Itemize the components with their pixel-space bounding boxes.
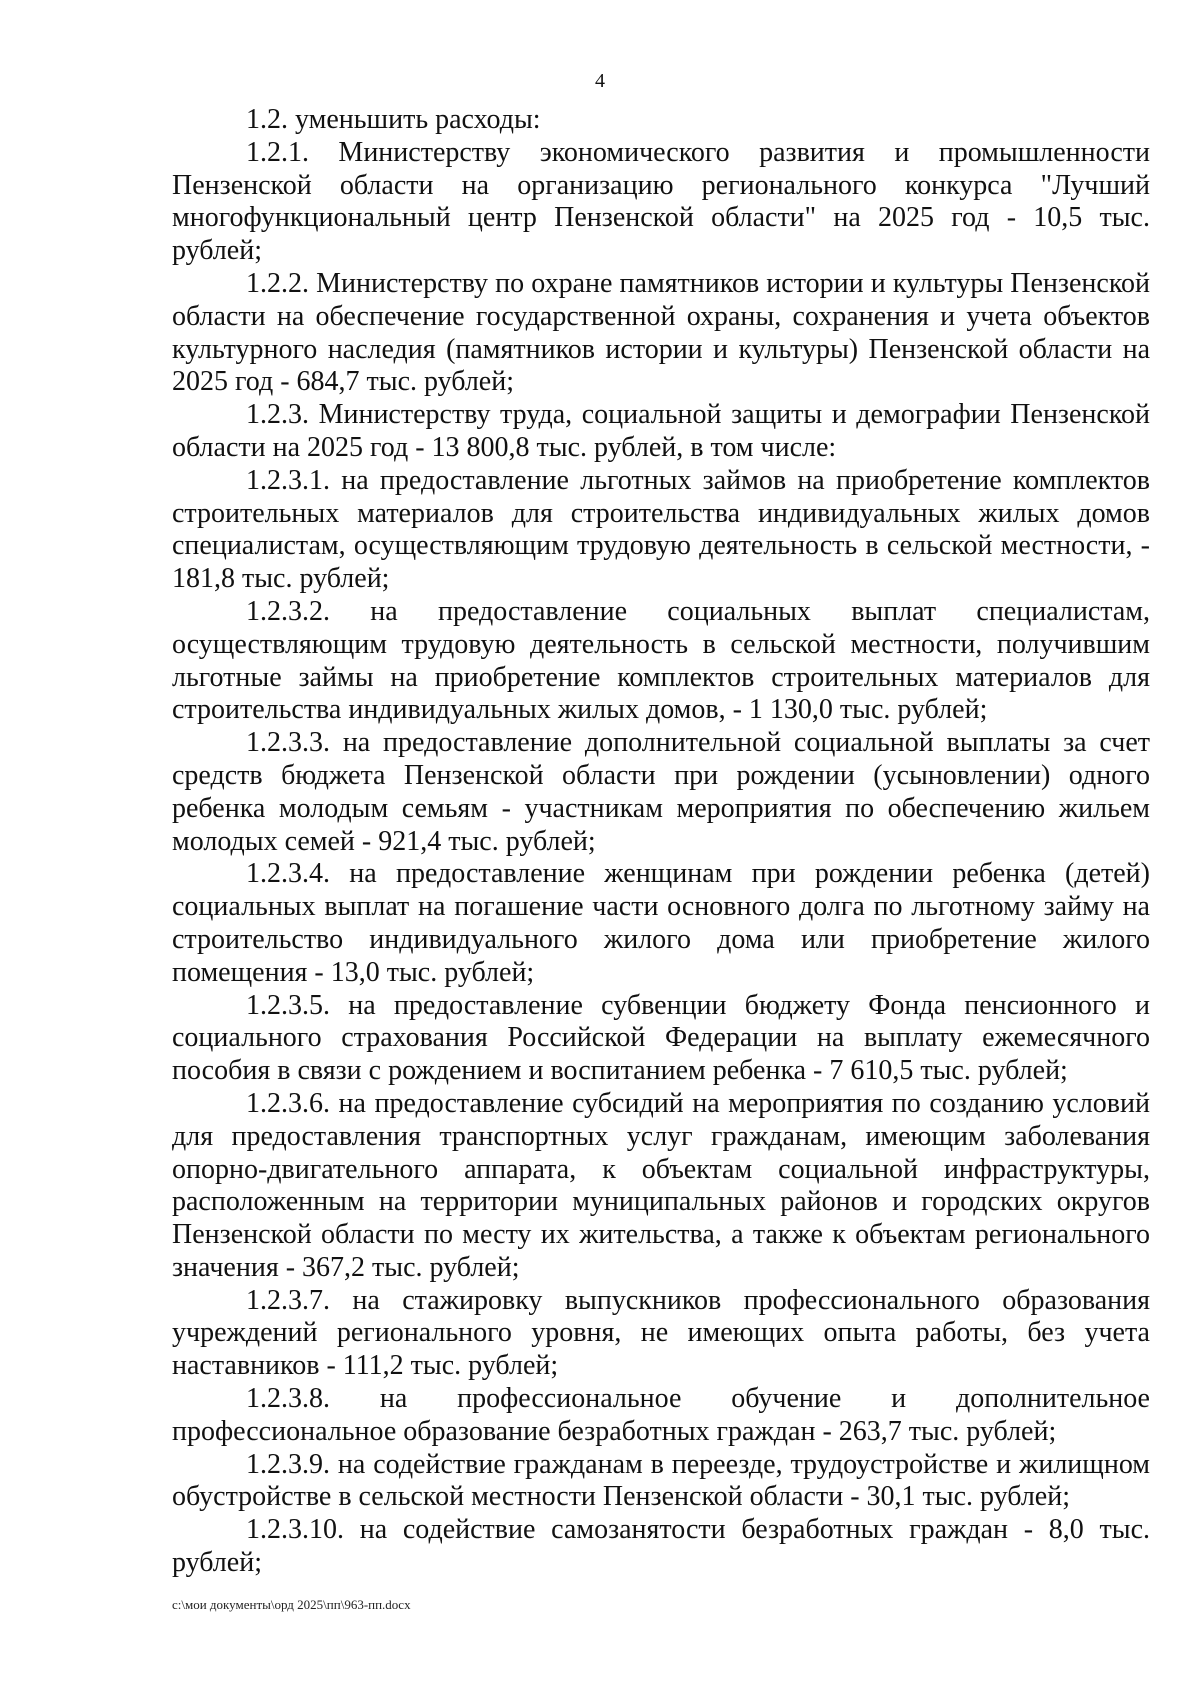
paragraph-1-2-3-6: 1.2.3.6. на предоставление субсидий на мероприятия по созданию условий для предоставления транспортных услуг гражданам, имеющим заболевания опорно-двигательного аппарата, к объектам социальной инфраструктуры, расположенным на территории муниципальных районов и городских округов Пензенской области по месту их жительства, а также к объектам регионального значения - 367,2 тыс. рублей;	[172, 1087, 1150, 1283]
paragraph-1-2-3-8: 1.2.3.8. на профессиональное обучение и дополнительное профессиональное образование безработных граждан - 263,7 тыс. рублей;	[172, 1383, 1150, 1447]
paragraph-1-2: 1.2. уменьшить расходы:	[246, 104, 541, 135]
paragraph-1-2-3-3: 1.2.3.3. на предоставление дополнительной социальной выплаты за счет средств бюджета Пензенской области при рождении (усыновлении) одного ребенка молодым семьям - участникам мероприятия по обеспечению жильем молодых семей - 921,4 тыс. рублей;	[172, 727, 1150, 857]
document-body	[172, 104, 1150, 1580]
paragraph-1-2-1: 1.2.1. Министерству экономического развития и промышленности Пензенской области на организацию регионального конкурса "Лучший многофункциональный центр Пензенской области" на 2025 год - 10,5 тыс. рублей;	[172, 136, 1150, 267]
paragraph-1-2-3-5: 1.2.3.5. на предоставление субвенции бюджету Фонда пенсионного и социального страхования Российской Федерации на выплату ежемесячного пособия в связи с рождением и воспитанием ребенка - 7 610,5 тыс. рублей;	[172, 989, 1150, 1087]
paragraph-1-2-3-9: 1.2.3.9. на содействие гражданам в переезде, трудоустройстве и жилищном обустройстве в сельской местности Пензенской области - 30,1 тыс. рублей;	[172, 1448, 1150, 1513]
footer-file-path: c:\мои документы\орд 2025\пп\963-пп.docx	[172, 1597, 411, 1612]
paragraph-1-2-3-7: 1.2.3.7. на стажировку выпускников профессионального образования учреждений регионального уровня, не имеющих опыта работы, без учета наставников - 111,2 тыс. рублей;	[172, 1284, 1150, 1382]
paragraph-1-2-3-2: 1.2.3.2. на предоставление социальных выплат специалистам, осуществляющим трудовую деятельность в сельской местности, получившим льготные займы на приобретение комплектов строительных материалов для строительства индивидуальных жилых домов, - 1 130,0 тыс. рублей;	[172, 595, 1150, 726]
page-number: 4	[595, 70, 605, 92]
paragraph-1-2-3-4: 1.2.3.4. на предоставление женщинам при рождении ребенка (детей) социальных выплат на погашение части основного долга по льготному займу на строительство индивидуального жилого дома или приобретение жилого помещения - 13,0 тыс. рублей;	[172, 858, 1150, 988]
paragraph-1-2-3-1: 1.2.3.1. на предоставление льготных займов на приобретение комплектов строительных материалов для строительства индивидуальных жилых домов специалистам, осуществляющим трудовую деятельность в сельской местности, - 181,8 тыс. рублей;	[172, 464, 1150, 595]
paragraph-1-2-3-10: 1.2.3.10. на содействие самозанятости безработных граждан - 8,0 тыс. рублей;	[172, 1514, 1150, 1579]
paragraph-1-2-3: 1.2.3. Министерству труда, социальной защиты и демографии Пензенской области на 2025 год - 13 800,8 тыс. рублей, в том числе:	[172, 399, 1150, 463]
paragraph-1-2-2: 1.2.2. Министерству по охране памятников истории и культуры Пензенской области на обеспечение государственной охраны, сохранения и учета объектов культурного наследия (памятников истории и культуры) Пензенской области на 2025 год - 684,7 тыс. рублей;	[172, 267, 1150, 398]
